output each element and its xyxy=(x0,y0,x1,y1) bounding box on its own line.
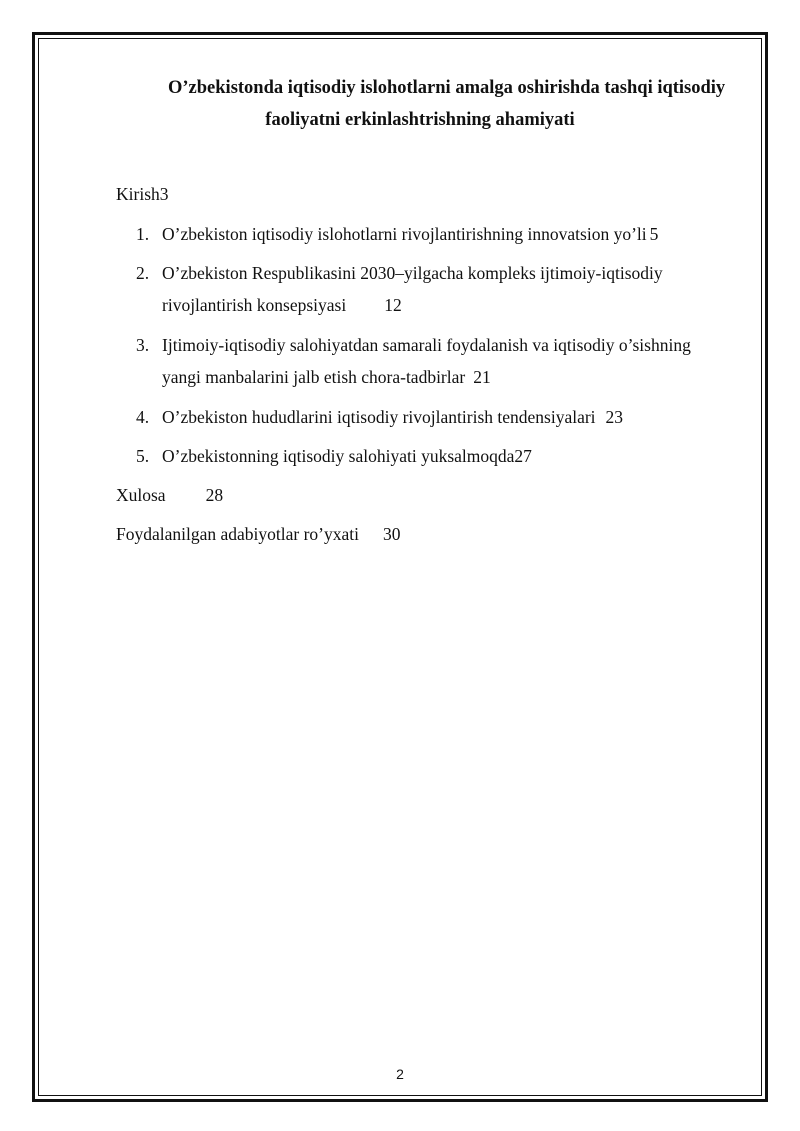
toc-item-page: 23 xyxy=(605,407,624,427)
toc-item-page: 21 xyxy=(473,367,491,387)
toc-intro-page: 3 xyxy=(159,184,169,204)
toc-item-page: 27 xyxy=(514,446,532,466)
toc-item-text-cont: yangi manbalarini jalb etish chora-tadbirlar 21 xyxy=(162,367,491,387)
toc-references-label: Foydalanilgan adabiyotlar ro’yxati xyxy=(116,524,359,544)
toc-item-page: 5 xyxy=(649,224,659,244)
document-title-line-2: faoliyatni erkinlashtrishning ahamiyati xyxy=(265,110,575,130)
toc-item-number: 3. xyxy=(136,335,150,355)
toc-item-text: O’zbekiston hududlarini iqtisodiy rivojlantirish tendensiyalari 23 xyxy=(162,407,624,427)
toc-item-number: 4. xyxy=(136,407,150,427)
toc-item-text: O’zbekiston iqtisodiy islohotlarni rivojlantirishning innovatsion yo’li 5 xyxy=(162,224,659,244)
toc-item-number: 1. xyxy=(136,224,150,244)
toc-item-number: 2. xyxy=(136,263,150,283)
toc-item-number: 5. xyxy=(136,446,150,466)
toc-entry-conclusion xyxy=(116,485,223,506)
toc-intro-label: Kirish xyxy=(116,184,160,204)
toc-conclusion-page: 28 xyxy=(205,485,224,505)
toc-entry-intro xyxy=(116,184,169,205)
document-title-line-1: O’zbekistonda iqtisodiy islohotlarni amalga oshirishda tashqi iqtisodiy xyxy=(168,78,726,98)
toc-entry-references xyxy=(116,524,400,545)
toc-references-page: 30 xyxy=(382,524,401,544)
toc-item-page: 12 xyxy=(384,295,402,315)
page-number: 2 xyxy=(396,1066,404,1082)
toc-item-text-cont: rivojlantirish konsepsiyasi 12 xyxy=(162,295,402,315)
toc-item-text: O’zbekistonning iqtisodiy salohiyati yuksalmoqda27 xyxy=(162,446,532,466)
toc-item-text: Ijtimoiy-iqtisodiy salohiyatdan samarali foydalanish va iqtisodiy o’sishning xyxy=(162,335,691,355)
toc-conclusion-label: Xulosa xyxy=(116,485,166,505)
toc-item-text: O’zbekiston Respublikasini 2030–yilgacha kompleks ijtimoiy-iqtisodiy xyxy=(162,263,663,283)
